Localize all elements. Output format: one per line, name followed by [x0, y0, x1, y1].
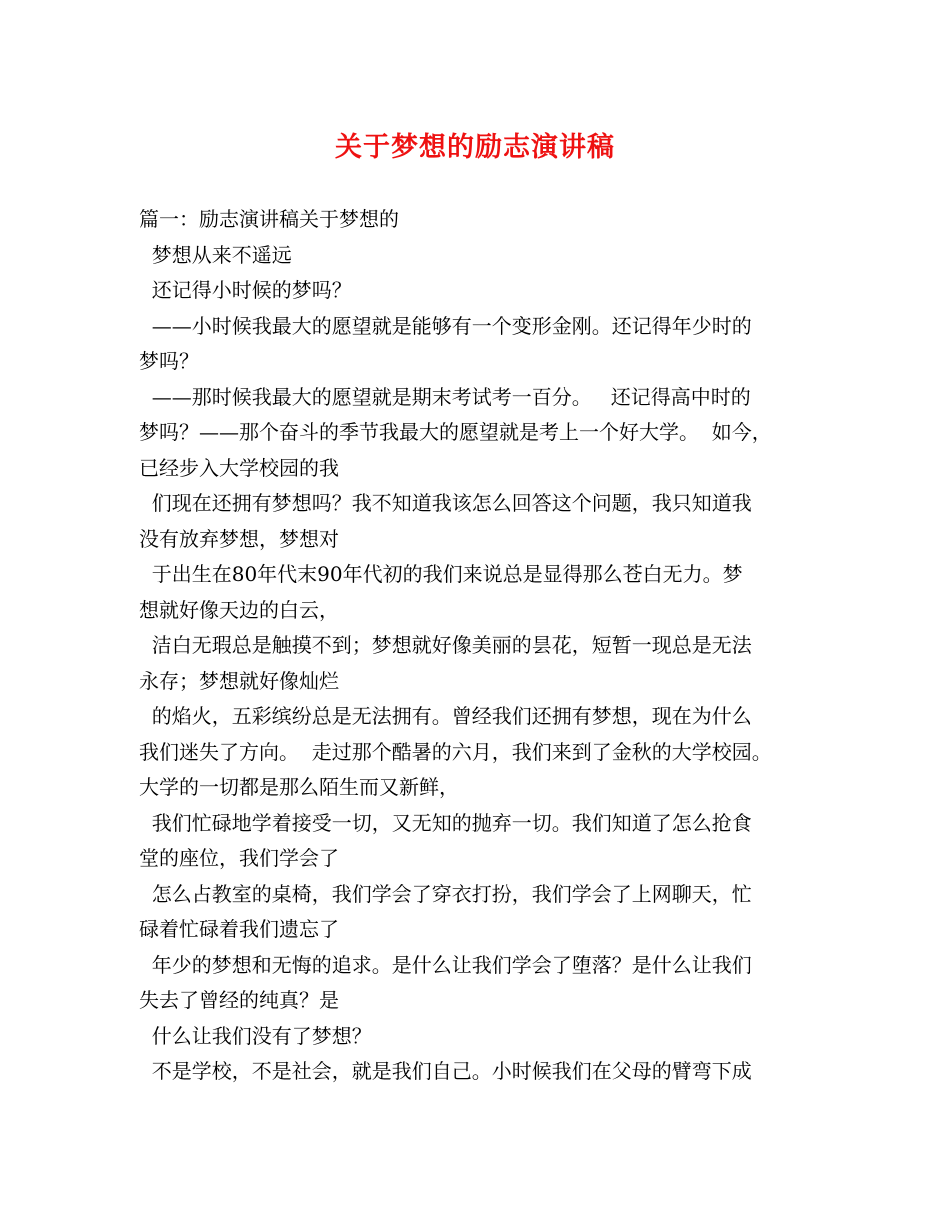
- body-line: 梦吗？——那个奋斗的季节我最大的愿望就是考上一个好大学。 如今，: [139, 420, 772, 444]
- body-line: 洁白无瑕总是触摸不到；梦想就好像美丽的昙花，短暂一现总是无法: [139, 633, 752, 657]
- body-line: ——那时候我最大的愿望就是期末考试考一百分。 还记得高中时的: [139, 384, 751, 409]
- body-line: 堂的座位，我们学会了: [139, 846, 339, 870]
- body-line: 怎么占教室的桌椅，我们学会了穿衣打扮，我们学会了上网聊天，忙: [139, 881, 752, 906]
- body-line: 梦想从来不遥远: [139, 242, 292, 267]
- body-line: 我们忙碌地学着接受一切，又无知的抛弃一切。我们知道了怎么抢食: [139, 810, 752, 835]
- body-line: 年少的梦想和无悔的追求。是什么让我们学会了堕落？是什么让我们: [139, 952, 752, 977]
- body-line: 我们迷失了方向。 走过那个酷暑的六月，我们来到了金秋的大学校园。: [139, 739, 772, 764]
- body-line: 还记得小时候的梦吗？: [139, 278, 352, 302]
- body-line: ——小时候我最大的愿望就是能够有一个变形金刚。还记得年少时的: [139, 313, 752, 338]
- body-line: 碌着忙碌着我们遗忘了: [139, 917, 339, 941]
- body-line: 们现在还拥有梦想吗？我不知道我该怎么回答这个问题，我只知道我: [139, 491, 752, 515]
- body-line: 梦吗？: [139, 349, 199, 373]
- body-line: 篇一：励志演讲稿关于梦想的: [139, 207, 399, 231]
- body-line: 的焰火，五彩缤纷总是无法拥有。曾经我们还拥有梦想，现在为什么: [139, 704, 752, 728]
- body-line: 没有放弃梦想，梦想对: [139, 526, 339, 551]
- body-line: 永存；梦想就好像灿烂: [139, 668, 339, 693]
- document-body: [139, 202, 819, 1090]
- body-line: 什么让我们没有了梦想？: [139, 1023, 372, 1048]
- body-line: 已经步入大学校园的我: [139, 455, 339, 480]
- body-line: 不是学校，不是社会，就是我们自己。小时候我们在父母的臂弯下成: [139, 1059, 752, 1083]
- document-title: 关于梦想的励志演讲稿: [335, 132, 615, 163]
- body-line: 想就好像天边的白云，: [139, 597, 339, 622]
- body-line: 失去了曾经的纯真？是: [139, 988, 339, 1012]
- body-line: 于出生在80年代末90年代初的我们来说总是显得那么苍白无力。梦: [139, 562, 743, 586]
- body-line: 大学的一切都是那么陌生而又新鲜，: [139, 775, 459, 799]
